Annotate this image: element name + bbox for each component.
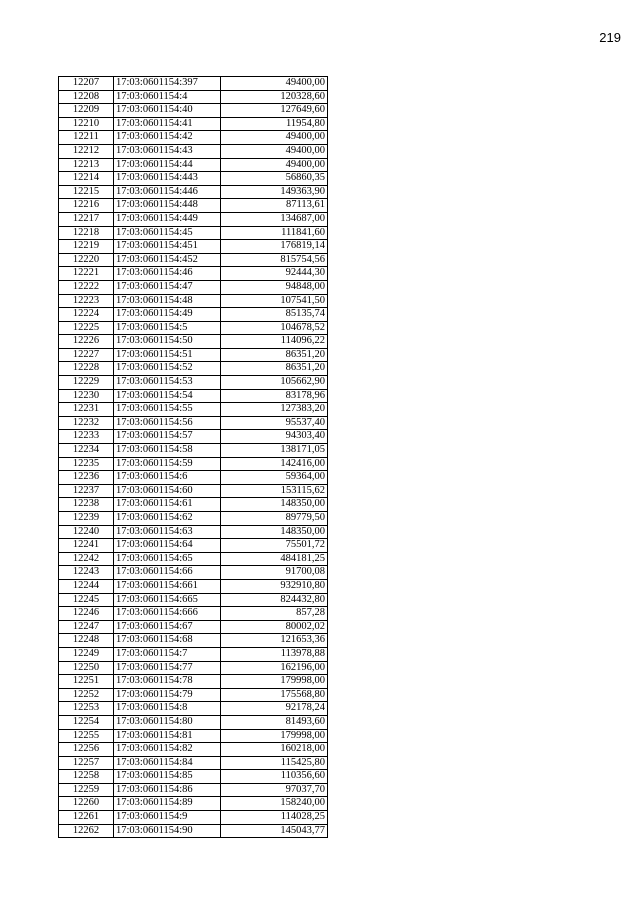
cadastral-number-cell: 17:03:0601154:62 [114, 512, 221, 526]
table-row [59, 185, 328, 199]
row-number-cell: 12229 [59, 376, 114, 390]
row-number-cell: 12215 [59, 185, 114, 199]
cadastral-number-cell: 17:03:0601154:53 [114, 376, 221, 390]
table-row [59, 240, 328, 254]
table-row [59, 362, 328, 376]
row-number-cell: 12262 [59, 824, 114, 838]
page-number: 219 [599, 30, 621, 45]
cadastral-value-cell: 111841,60 [221, 226, 328, 240]
cadastral-value-cell: 160218,00 [221, 743, 328, 757]
row-number-cell: 12226 [59, 335, 114, 349]
row-number-cell: 12224 [59, 308, 114, 322]
cadastral-value-cell: 162196,00 [221, 661, 328, 675]
row-number-cell: 12250 [59, 661, 114, 675]
cadastral-value-cell: 176819,14 [221, 240, 328, 254]
cadastral-number-cell: 17:03:0601154:661 [114, 579, 221, 593]
cadastral-value-cell: 85135,74 [221, 308, 328, 322]
table-row [59, 131, 328, 145]
cadastral-number-cell: 17:03:0601154:452 [114, 253, 221, 267]
cadastral-number-cell: 17:03:0601154:55 [114, 403, 221, 417]
cadastral-value-cell: 83178,96 [221, 389, 328, 403]
cadastral-value-cell: 179998,00 [221, 675, 328, 689]
cadastral-value-cell: 120328,60 [221, 90, 328, 104]
cadastral-number-cell: 17:03:0601154:67 [114, 620, 221, 634]
row-number-cell: 12210 [59, 117, 114, 131]
cadastral-value-cell: 179998,00 [221, 729, 328, 743]
cadastral-number-cell: 17:03:0601154:82 [114, 743, 221, 757]
cadastral-value-cell: 80002,02 [221, 620, 328, 634]
cadastral-number-cell: 17:03:0601154:443 [114, 172, 221, 186]
cadastral-number-cell: 17:03:0601154:54 [114, 389, 221, 403]
cadastral-value-cell: 110356,60 [221, 770, 328, 784]
cadastral-value-cell: 94848,00 [221, 280, 328, 294]
cadastral-number-cell: 17:03:0601154:665 [114, 593, 221, 607]
cadastral-number-cell: 17:03:0601154:449 [114, 212, 221, 226]
row-number-cell: 12235 [59, 457, 114, 471]
cadastral-value-cell: 815754,56 [221, 253, 328, 267]
row-number-cell: 12208 [59, 90, 114, 104]
row-number-cell: 12238 [59, 498, 114, 512]
table-row [59, 715, 328, 729]
cadastral-value-cell: 142416,00 [221, 457, 328, 471]
cadastral-value-cell: 138171,05 [221, 444, 328, 458]
row-number-cell: 12233 [59, 430, 114, 444]
table-row [59, 647, 328, 661]
row-number-cell: 12239 [59, 512, 114, 526]
table-row [59, 416, 328, 430]
row-number-cell: 12242 [59, 552, 114, 566]
cadastral-value-cell: 114096,22 [221, 335, 328, 349]
row-number-cell: 12217 [59, 212, 114, 226]
table-row [59, 335, 328, 349]
cadastral-number-cell: 17:03:0601154:451 [114, 240, 221, 254]
cadastral-number-cell: 17:03:0601154:45 [114, 226, 221, 240]
cadastral-value-cell: 127649,60 [221, 104, 328, 118]
cadastral-value-cell: 857,28 [221, 607, 328, 621]
table-row [59, 579, 328, 593]
table-row [59, 280, 328, 294]
row-number-cell: 12207 [59, 77, 114, 91]
cadastral-value-cell: 127383,20 [221, 403, 328, 417]
row-number-cell: 12221 [59, 267, 114, 281]
cadastral-value-cell: 824432,80 [221, 593, 328, 607]
table-row [59, 770, 328, 784]
cadastral-value-cell: 75501,72 [221, 539, 328, 553]
row-number-cell: 12256 [59, 743, 114, 757]
cadastral-number-cell: 17:03:0601154:78 [114, 675, 221, 689]
row-number-cell: 12257 [59, 756, 114, 770]
row-number-cell: 12227 [59, 348, 114, 362]
cadastral-number-cell: 17:03:0601154:8 [114, 702, 221, 716]
table-row [59, 634, 328, 648]
cadastral-value-cell: 115425,80 [221, 756, 328, 770]
table-row [59, 117, 328, 131]
cadastral-value-cell: 92444,30 [221, 267, 328, 281]
row-number-cell: 12255 [59, 729, 114, 743]
row-number-cell: 12219 [59, 240, 114, 254]
table-row [59, 172, 328, 186]
table-row [59, 743, 328, 757]
row-number-cell: 12252 [59, 688, 114, 702]
cadastral-number-cell: 17:03:0601154:51 [114, 348, 221, 362]
row-number-cell: 12220 [59, 253, 114, 267]
table-row [59, 212, 328, 226]
cadastral-number-cell: 17:03:0601154:446 [114, 185, 221, 199]
table-row [59, 104, 328, 118]
cadastral-value-cell: 86351,20 [221, 362, 328, 376]
cadastral-value-cell: 932910,80 [221, 579, 328, 593]
row-number-cell: 12249 [59, 647, 114, 661]
cadastral-value-cell: 94303,40 [221, 430, 328, 444]
cadastral-number-cell: 17:03:0601154:81 [114, 729, 221, 743]
cadastral-value-cell: 49400,00 [221, 144, 328, 158]
cadastral-value-cell: 11954,80 [221, 117, 328, 131]
cadastral-number-cell: 17:03:0601154:40 [114, 104, 221, 118]
cadastral-number-cell: 17:03:0601154:65 [114, 552, 221, 566]
cadastral-number-cell: 17:03:0601154:448 [114, 199, 221, 213]
table-row [59, 226, 328, 240]
row-number-cell: 12241 [59, 539, 114, 553]
table-row [59, 77, 328, 91]
row-number-cell: 12246 [59, 607, 114, 621]
row-number-cell: 12222 [59, 280, 114, 294]
table-row [59, 797, 328, 811]
row-number-cell: 12251 [59, 675, 114, 689]
table-row [59, 321, 328, 335]
cadastral-number-cell: 17:03:0601154:43 [114, 144, 221, 158]
cadastral-number-cell: 17:03:0601154:84 [114, 756, 221, 770]
table-row [59, 444, 328, 458]
cadastral-number-cell: 17:03:0601154:41 [114, 117, 221, 131]
cadastral-number-cell: 17:03:0601154:68 [114, 634, 221, 648]
cadastral-value-cell: 49400,00 [221, 131, 328, 145]
row-number-cell: 12253 [59, 702, 114, 716]
row-number-cell: 12244 [59, 579, 114, 593]
row-number-cell: 12236 [59, 471, 114, 485]
row-number-cell: 12234 [59, 444, 114, 458]
cadastral-number-cell: 17:03:0601154:46 [114, 267, 221, 281]
cadastral-number-cell: 17:03:0601154:666 [114, 607, 221, 621]
table-row [59, 552, 328, 566]
cadastral-number-cell: 17:03:0601154:7 [114, 647, 221, 661]
row-number-cell: 12232 [59, 416, 114, 430]
table-row [59, 824, 328, 838]
cadastral-value-cell: 148350,00 [221, 498, 328, 512]
table-row [59, 756, 328, 770]
table-row [59, 457, 328, 471]
cadastral-value-cell: 149363,90 [221, 185, 328, 199]
cadastral-value-cell: 114028,25 [221, 811, 328, 825]
cadastral-number-cell: 17:03:0601154:5 [114, 321, 221, 335]
cadastral-number-cell: 17:03:0601154:77 [114, 661, 221, 675]
row-number-cell: 12258 [59, 770, 114, 784]
table-row [59, 498, 328, 512]
cadastral-number-cell: 17:03:0601154:89 [114, 797, 221, 811]
table-row [59, 661, 328, 675]
row-number-cell: 12209 [59, 104, 114, 118]
table-row [59, 267, 328, 281]
cadastral-value-cell: 49400,00 [221, 77, 328, 91]
table-row [59, 539, 328, 553]
row-number-cell: 12261 [59, 811, 114, 825]
table-row [59, 403, 328, 417]
cadastral-number-cell: 17:03:0601154:50 [114, 335, 221, 349]
cadastral-value-cell: 104678,52 [221, 321, 328, 335]
table-row [59, 620, 328, 634]
cadastral-value-cell: 89779,50 [221, 512, 328, 526]
table-row [59, 593, 328, 607]
cadastral-number-cell: 17:03:0601154:56 [114, 416, 221, 430]
table-row [59, 389, 328, 403]
row-number-cell: 12240 [59, 525, 114, 539]
cadastral-number-cell: 17:03:0601154:86 [114, 783, 221, 797]
row-number-cell: 12211 [59, 131, 114, 145]
table-row [59, 729, 328, 743]
table-row [59, 199, 328, 213]
table-row [59, 158, 328, 172]
cadastral-number-cell: 17:03:0601154:47 [114, 280, 221, 294]
table-row [59, 566, 328, 580]
cadastral-number-cell: 17:03:0601154:85 [114, 770, 221, 784]
cadastral-value-cell: 145043,77 [221, 824, 328, 838]
row-number-cell: 12212 [59, 144, 114, 158]
cadastral-value-cell: 175568,80 [221, 688, 328, 702]
cadastral-number-cell: 17:03:0601154:59 [114, 457, 221, 471]
table-row [59, 512, 328, 526]
cadastral-value-cell: 153115,62 [221, 484, 328, 498]
cadastral-number-cell: 17:03:0601154:397 [114, 77, 221, 91]
cadastral-number-cell: 17:03:0601154:80 [114, 715, 221, 729]
cadastral-value-cell: 49400,00 [221, 158, 328, 172]
cadastral-value-cell: 134687,00 [221, 212, 328, 226]
table-row [59, 471, 328, 485]
table-row [59, 702, 328, 716]
row-number-cell: 12243 [59, 566, 114, 580]
table-row [59, 484, 328, 498]
cadastral-number-cell: 17:03:0601154:58 [114, 444, 221, 458]
cadastral-value-cell: 81493,60 [221, 715, 328, 729]
row-number-cell: 12228 [59, 362, 114, 376]
cadastral-number-cell: 17:03:0601154:66 [114, 566, 221, 580]
cadastral-number-cell: 17:03:0601154:63 [114, 525, 221, 539]
cadastral-value-table [58, 76, 328, 838]
row-number-cell: 12213 [59, 158, 114, 172]
row-number-cell: 12218 [59, 226, 114, 240]
cadastral-number-cell: 17:03:0601154:61 [114, 498, 221, 512]
cadastral-number-cell: 17:03:0601154:49 [114, 308, 221, 322]
row-number-cell: 12223 [59, 294, 114, 308]
table-row [59, 294, 328, 308]
table-row [59, 688, 328, 702]
cadastral-value-cell: 59364,00 [221, 471, 328, 485]
table-row [59, 607, 328, 621]
table-row [59, 90, 328, 104]
row-number-cell: 12225 [59, 321, 114, 335]
cadastral-value-cell: 92178,24 [221, 702, 328, 716]
cadastral-number-cell: 17:03:0601154:44 [114, 158, 221, 172]
cadastral-number-cell: 17:03:0601154:52 [114, 362, 221, 376]
cadastral-value-cell: 56860,35 [221, 172, 328, 186]
table-row [59, 253, 328, 267]
table-row [59, 675, 328, 689]
table-body [59, 77, 328, 838]
table-row [59, 783, 328, 797]
table-row [59, 525, 328, 539]
cadastral-number-cell: 17:03:0601154:64 [114, 539, 221, 553]
cadastral-value-cell: 87113,61 [221, 199, 328, 213]
row-number-cell: 12214 [59, 172, 114, 186]
row-number-cell: 12237 [59, 484, 114, 498]
row-number-cell: 12231 [59, 403, 114, 417]
row-number-cell: 12248 [59, 634, 114, 648]
cadastral-number-cell: 17:03:0601154:79 [114, 688, 221, 702]
cadastral-number-cell: 17:03:0601154:4 [114, 90, 221, 104]
cadastral-number-cell: 17:03:0601154:6 [114, 471, 221, 485]
table-row [59, 308, 328, 322]
cadastral-value-cell: 97037,70 [221, 783, 328, 797]
cadastral-number-cell: 17:03:0601154:60 [114, 484, 221, 498]
cadastral-value-cell: 158240,00 [221, 797, 328, 811]
table-row [59, 376, 328, 390]
cadastral-number-cell: 17:03:0601154:57 [114, 430, 221, 444]
cadastral-value-cell: 95537,40 [221, 416, 328, 430]
row-number-cell: 12245 [59, 593, 114, 607]
cadastral-value-cell: 113978,88 [221, 647, 328, 661]
row-number-cell: 12247 [59, 620, 114, 634]
row-number-cell: 12260 [59, 797, 114, 811]
cadastral-value-cell: 484181,25 [221, 552, 328, 566]
table-row [59, 811, 328, 825]
cadastral-value-cell: 121653,36 [221, 634, 328, 648]
cadastral-value-cell: 91700,08 [221, 566, 328, 580]
cadastral-value-cell: 107541,50 [221, 294, 328, 308]
cadastral-number-cell: 17:03:0601154:90 [114, 824, 221, 838]
cadastral-number-cell: 17:03:0601154:48 [114, 294, 221, 308]
row-number-cell: 12216 [59, 199, 114, 213]
table-row [59, 430, 328, 444]
table-row [59, 348, 328, 362]
table-row [59, 144, 328, 158]
row-number-cell: 12230 [59, 389, 114, 403]
cadastral-number-cell: 17:03:0601154:9 [114, 811, 221, 825]
cadastral-value-cell: 86351,20 [221, 348, 328, 362]
row-number-cell: 12259 [59, 783, 114, 797]
cadastral-number-cell: 17:03:0601154:42 [114, 131, 221, 145]
cadastral-value-cell: 105662,90 [221, 376, 328, 390]
row-number-cell: 12254 [59, 715, 114, 729]
cadastral-value-cell: 148350,00 [221, 525, 328, 539]
